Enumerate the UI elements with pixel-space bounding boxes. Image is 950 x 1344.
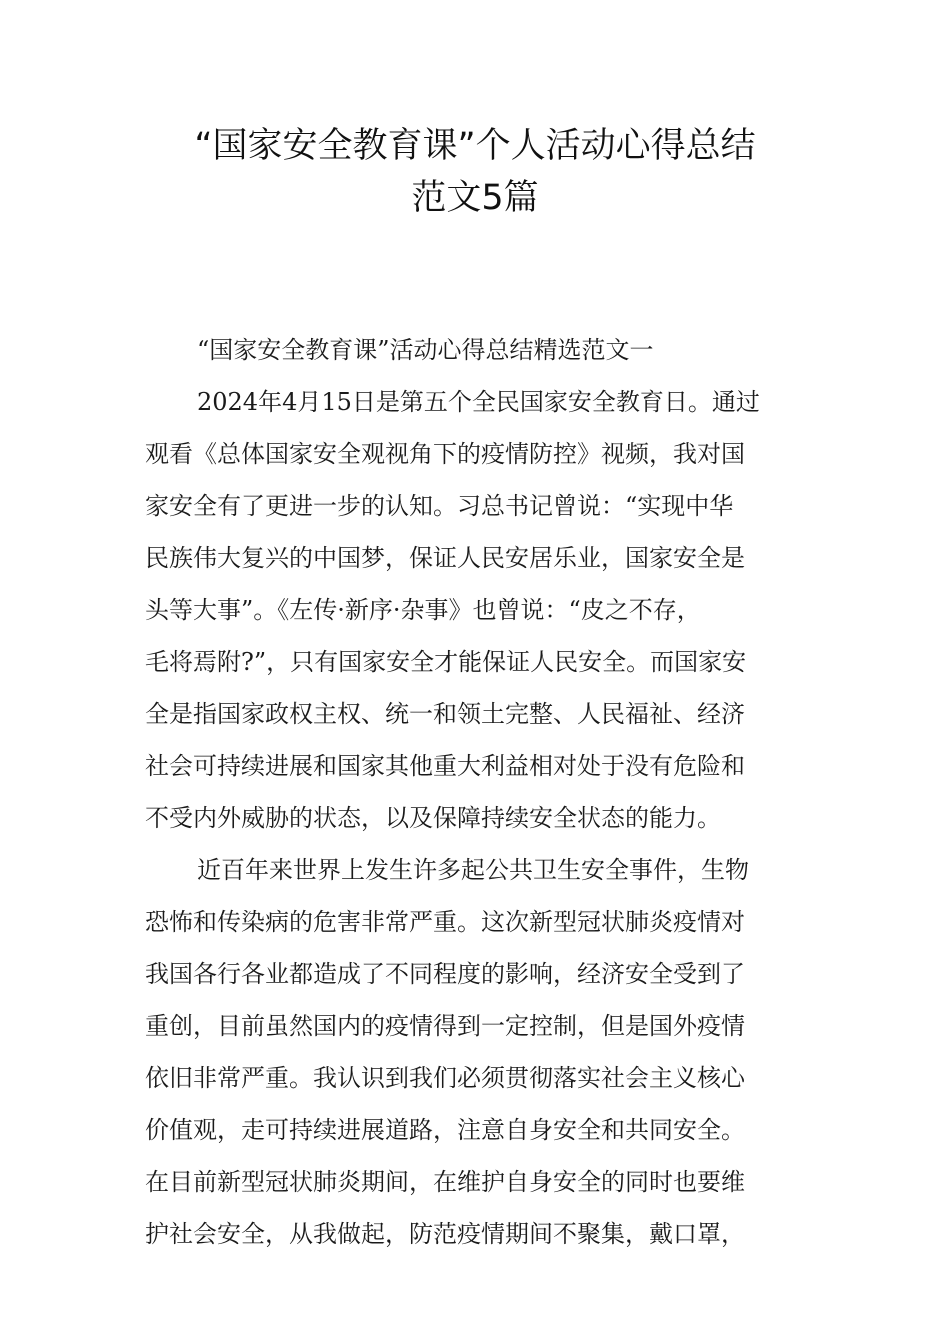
paragraph-line: 依旧非常严重。我认识到我们必须贯彻落实社会主义核心 [145,1064,745,1092]
paragraph-line: 观看《总体国家安全观视角下的疫情防控》视频，我对国 [145,440,745,468]
title-line-2: 范文5篇 [411,178,539,218]
paragraph-line: 护社会安全，从我做起，防范疫情期间不聚集，戴口罩， [145,1220,745,1248]
paragraph-line: 重创，目前虽然国内的疫情得到一定控制，但是国外疫情 [145,1012,745,1040]
paragraph-line: 社会可持续进展和国家其他重大利益相对处于没有危险和 [145,752,745,780]
paragraph-line: 2024年4月15日是第五个全民国家安全教育日。通过 [197,388,760,416]
paragraph-line: 近百年来世界上发生许多起公共卫生安全事件，生物 [197,856,749,884]
document-title [100,120,850,224]
paragraph-line: 恐怖和传染病的危害非常严重。这次新型冠状肺炎疫情对 [145,908,745,936]
paragraph-line: 毛将焉附?”，只有国家安全才能保证人民安全。而国家安 [145,648,747,676]
paragraph-line: 头等大事”。《左传·新序·杂事》也曾说：“皮之不存， [145,596,701,624]
paragraph-line: 价值观，走可持续进展道路，注意自身安全和共同安全。 [145,1116,745,1144]
paragraph-line: 不受内外威胁的状态，以及保障持续安全状态的能力。 [145,804,721,832]
paragraph-line: 我国各行各业都造成了不同程度的影响，经济安全受到了 [145,960,745,988]
paragraph-line: 民族伟大复兴的中国梦，保证人民安居乐业，国家安全是 [145,544,745,572]
document-body [145,324,810,1260]
title-line-1: “国家安全教育课”个人活动心得总结 [194,126,756,166]
paragraph-line: 家安全有了更进一步的认知。习总书记曾说：“实现中华 [145,492,734,520]
paragraph-line: 在目前新型冠状肺炎期间，在维护自身安全的同时也要维 [145,1168,745,1196]
section-heading: “国家安全教育课”活动心得总结精选范文一 [197,336,654,364]
paragraph-line: 全是指国家政权主权、统一和领土完整、人民福祉、经济 [145,700,745,728]
